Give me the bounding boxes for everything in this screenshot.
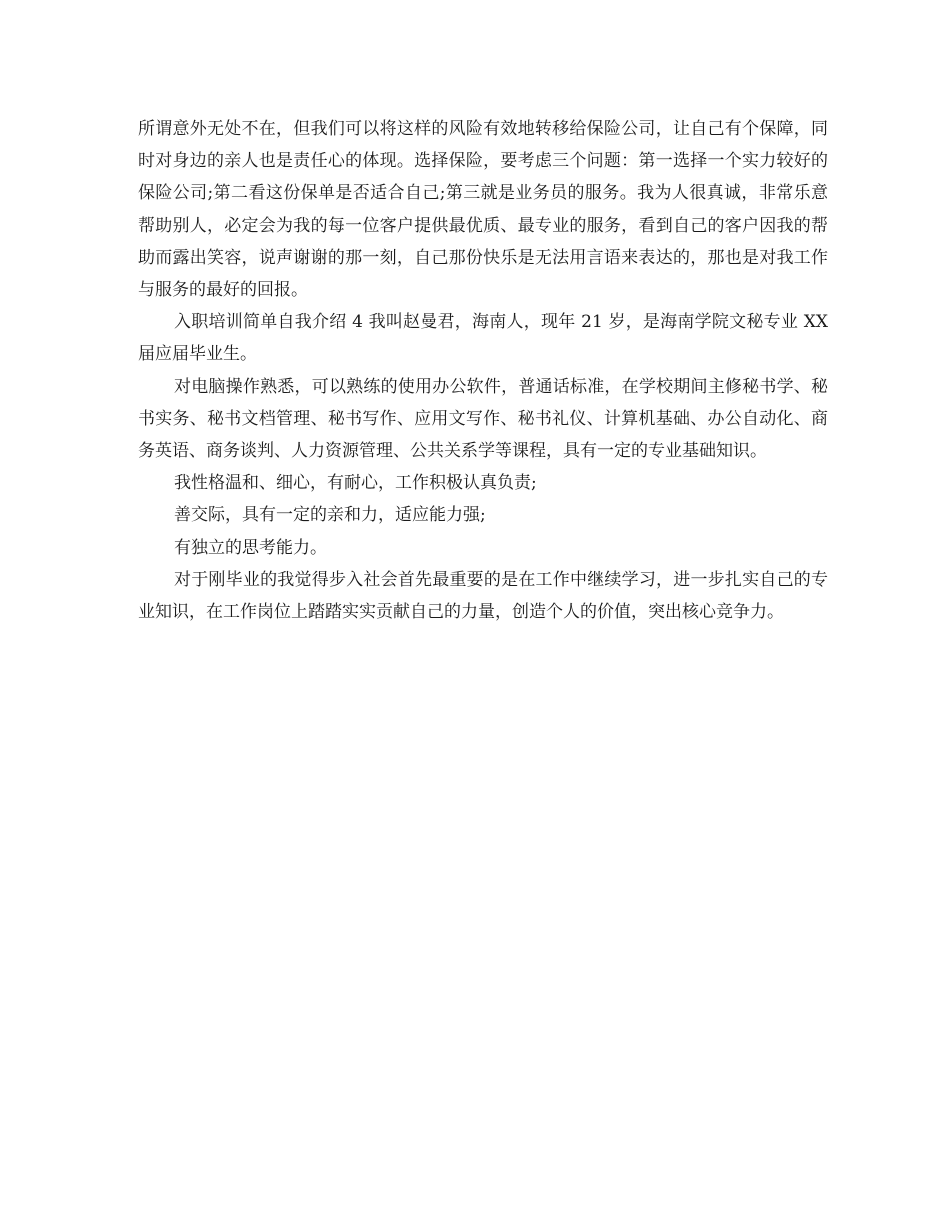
document-body xyxy=(138,113,828,628)
paragraph-insurance-intro: 所谓意外无处不在，但我们可以将这样的风险有效地转移给保险公司，让自己有个保障，同时对身边的亲人也是责任心的体现。选择保险，要考虑三个问题：第一选择一个实力较好的保险公司;第二看这份保单是否适合自己;第三就是业务员的服务。我为人很真诚，非常乐意帮助别人，必定会为我的每一位客户提供最优质、最专业的服务，看到自己的客户因我的帮助而露出笑容，说声谢谢的那一刻，自己那份快乐是无法用言语来表达的，那也是对我工作与服务的最好的回报。 xyxy=(138,119,828,301)
paragraph-social: 善交际，具有一定的亲和力，适应能力强; xyxy=(174,505,486,526)
paragraph-thinking: 有独立的思考能力。 xyxy=(174,537,327,558)
paragraph-personality: 我性格温和、细心，有耐心，工作积极认真负责; xyxy=(174,473,537,494)
paragraph-skills: 对电脑操作熟悉，可以熟练的使用办公软件，普通话标准，在学校期间主修秘书学、秘书实务、秘书文档管理、秘书写作、应用文写作、秘书礼仪、计算机基础、办公自动化、商务英语、商务谈判、人力资源管理、公共关系学等课程，具有一定的专业基础知识。 xyxy=(138,376,828,462)
paragraph-self-intro: 入职培训简单自我介绍 4 我叫赵曼君，海南人，现年 21 岁，是海南学院文秘专业 XX 届应届毕业生。 xyxy=(138,312,828,365)
paragraph-goals: 对于刚毕业的我觉得步入社会首先最重要的是在工作中继续学习，进一步扎实自己的专业知识，在工作岗位上踏踏实实贡献自己的力量，创造个人的价值，突出核心竞争力。 xyxy=(138,569,828,623)
